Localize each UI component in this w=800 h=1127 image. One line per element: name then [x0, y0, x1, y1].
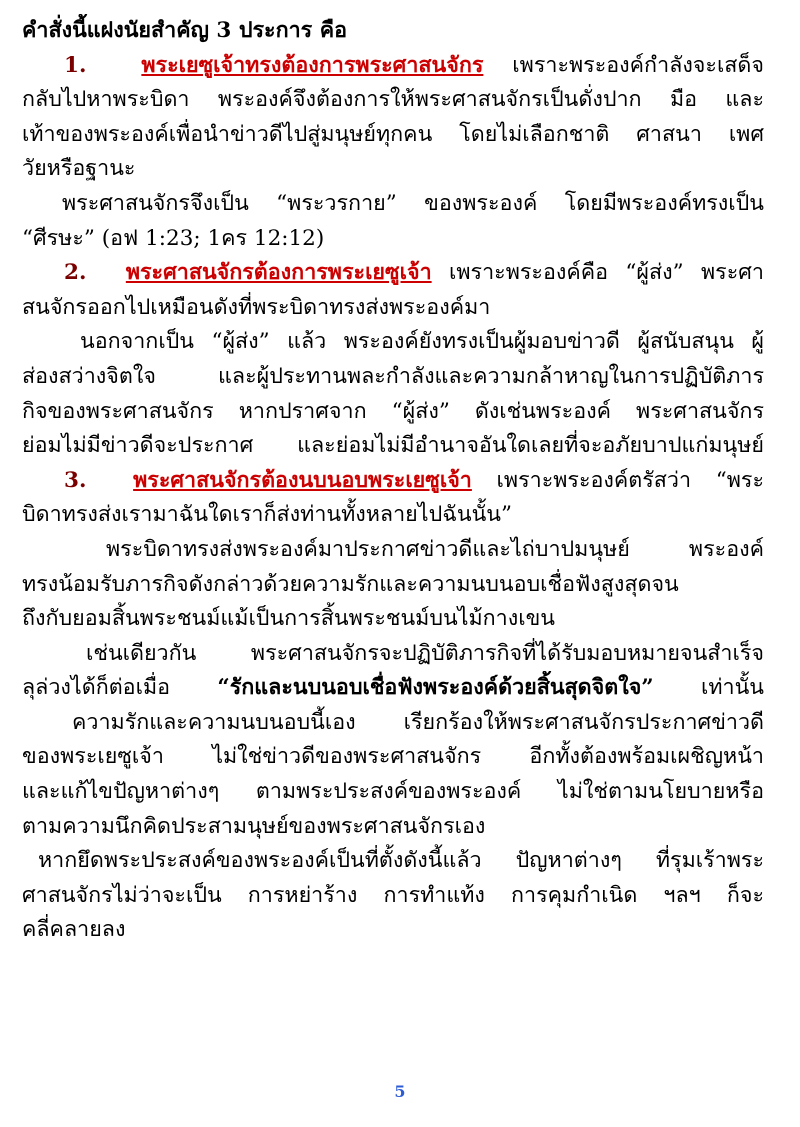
paragraph-line: เท้าของพระองค์เพื่อนำข่าวดีไปสู่มนุษย์ทุกคน โดยไม่เลือกชาติ ศาสนา เพศ: [22, 121, 764, 147]
point-3-first-line: [22, 464, 764, 499]
paragraph-line: คลี่คลายลง: [22, 917, 126, 943]
paragraph-line: ย่อมไม่มีข่าวดีจะประกาศ และย่อมไม่มีอำนาจอันใดเลยที่จะอภัยบาปแก่มนุษย์: [22, 433, 764, 459]
point-2-title: พระศาสนจักรต้องการพระเยซูเจ้า: [125, 260, 432, 286]
paragraph-line: ตามความนึกคิดประสามนุษย์ของพระศาสนจักรเอง: [22, 813, 486, 839]
emphasis-line: [22, 671, 764, 706]
paragraph-line: หากยึดพระประสงค์ของพระองค์เป็นที่ตั้งดังนี้แล้ว ปัญหาต่างๆ ที่รุมเร้าพระ: [38, 848, 764, 874]
paragraph-line: วัยหรือฐานะ: [22, 156, 136, 182]
point-2-text: เพราะพระองค์คือ “ผู้ส่ง” พระศา: [449, 260, 764, 286]
paragraph-line: นอกจากเป็น “ผู้ส่ง” แล้ว พระองค์ยังทรงเป็นผู้มอบข่าวดี ผู้สนับสนุน ผู้: [80, 329, 764, 355]
paragraph-line: กิจของพระศาสนจักร หากปราศจาก “ผู้ส่ง” ดังเช่นพระองค์ พระศาสนจักร: [22, 398, 764, 424]
paragraph-line: พระบิดาทรงส่งพระองค์มาประกาศข่าวดีและไถ่บาปมนุษย์ พระองค์: [106, 536, 764, 562]
point-3-number: 3.: [64, 467, 87, 493]
document-page: [22, 14, 764, 948]
paragraph-line: พระศาสนจักรจึงเป็น “พระวรกาย” ของพระองค์ โดยมีพระองค์ทรงเป็น: [62, 190, 764, 216]
paragraph-line: และแก้ไขปัญหาต่างๆ ตามพระประสงค์ของพระองค์ ไม่ใช่ตามนโยบายหรือ: [22, 779, 764, 805]
point-1-title: พระเยซูเจ้าทรงต้องการพระศาสนจักร: [141, 52, 484, 78]
paragraph-line: “ศีรษะ” (อฟ 1:23; 1คร 12:12): [22, 225, 325, 251]
paragraph-line: ทรงน้อมรับภารกิจดังกล่าวด้วยความรักและความนบนอบเชื่อฟังสูงสุดจน: [22, 571, 679, 597]
paragraph-line: ถึงกับยอมสิ้นพระชนม์แม้เป็นการสิ้นพระชนม์บนไม้กางเขน: [22, 606, 555, 632]
paragraph-line: ของพระเยซูเจ้า ไม่ใช่ข่าวดีของพระศาสนจักร อีกทั้งต้องพร้อมเผชิญหน้า: [22, 744, 764, 770]
point-1-text: เพราะพระองค์กำลังจะเสด็จ: [512, 52, 764, 78]
emphasis-prefix: ลุล่วงได้ก็ต่อเมื่อ: [22, 675, 171, 701]
point-2-number: 2.: [64, 260, 87, 286]
point-1-number: 1.: [64, 52, 87, 78]
section-heading: คำสั่งนี้แฝงนัยสำคัญ 3 ประการ คือ: [22, 18, 348, 43]
paragraph-line: ศาสนจักรไม่ว่าจะเป็น การหย่าร้าง การทำแท้ง การคุมกำเนิด ฯลฯ ก็จะ: [22, 882, 764, 908]
paragraph-line: สนจักรออกไปเหมือนดังที่พระบิดาทรงส่งพระองค์มา: [22, 294, 491, 320]
emphasis-suffix: เท่านั้น: [701, 675, 764, 701]
emphasis-quote: “รักและนบนอบเชื่อฟังพระองค์ด้วยสิ้นสุดจิตใจ”: [217, 675, 654, 701]
point-2-first-line: [22, 256, 764, 291]
paragraph-line: ส่องสว่างจิตใจ และผู้ประทานพละกำลังและความกล้าหาญในการปฏิบัติภาร: [22, 363, 764, 389]
point-1-first-line: [22, 49, 764, 84]
paragraph-line: บิดาทรงส่งเรามาฉันใดเราก็ส่งท่านทั้งหลายไปฉันนั้น”: [22, 502, 512, 528]
paragraph-line: กลับไปหาพระบิดา พระองค์จึงต้องการให้พระศาสนจักรเป็นดั่งปาก มือ และ: [22, 87, 764, 113]
point-3-title: พระศาสนจักรต้องนบนอบพระเยซูเจ้า: [133, 467, 472, 493]
paragraph-line: ความรักและความนบนอบนี้เอง เรียกร้องให้พระศาสนจักรประกาศข่าวดี: [72, 709, 764, 735]
paragraph-line: เช่นเดียวกัน พระศาสนจักรจะปฏิบัติภารกิจที่ได้รับมอบหมายจนสำเร็จ: [86, 640, 764, 666]
point-3-text: เพราะพระองค์ตรัสว่า “พระ: [496, 467, 764, 493]
page-number: 5: [394, 1082, 406, 1101]
